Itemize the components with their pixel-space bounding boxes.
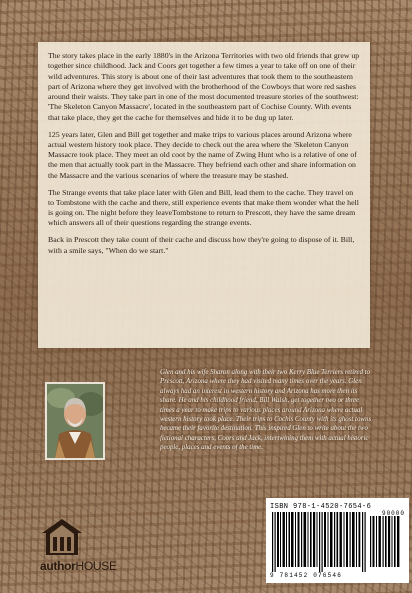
author-bio: Glen and his wife Sharon along with their two Kerry Blue Terriers retired to Prescott, Arizona where they had visited many times over the years. Glen always had an interest in western history and Arizona has more then its share. He and his childhood friend, Bill Walsh, get together two or three times a year to make trips to various places around Arizona where actual western history took place. Their trips to Cochis County with its ghost towns became their favorite destination. This inspired Glen to write about the two fictional characters, Coors and Jack, intertwining them with actual historic people, places and events of the time.	[160, 369, 372, 452]
publisher-name	[40, 559, 117, 573]
isbn-barcode	[266, 498, 409, 583]
synopsis-paragraph-4: Back in Prescott they take count of their cache and discuss how they're going to dispose of it. Bill, with a smile says, "When do we start."	[48, 235, 355, 255]
publisher-house-icon	[40, 517, 84, 557]
author-photo	[45, 382, 105, 460]
price-code: 90000	[381, 510, 405, 517]
publisher-logo	[40, 517, 117, 575]
synopsis-paragraph-2: 125 years later, Glen and Bill get together and make trips to various places around Arizona where actual western history took place. They decide to check out the area where the 'Skeleton Canyon Massacre took place. They meet an old coot by the name of Zwing Hunt who is a relative of one of the men that actually took part in the Massacre. They befriend each other and share information on the Massacre and the various scenarios of where the treasure may be stashed.	[48, 129, 357, 180]
author-portrait-image	[47, 384, 103, 458]
barcode-icon	[270, 512, 405, 572]
synopsis-paragraph-1: The story takes place in the early 1880's in the Arizona Territories with two old friends that grew up together since childhood. Jack and Coors get together a few times a year to take off on one of their wild adventures. This story is about one of their last adventures that took them to the southeastern part of Arizona where they get involved with the brotherhood of the Cowboys that wore red sashes around their waists. They take part in one of the most documented treasure stories of the southwest: 'The Skeleton Canyon Massacre', located in the southeastern part of Cochise County. With events that take place, they get the cache for themselves and hide it to be dug up later.	[48, 51, 360, 122]
publisher-name-thin: HOUSE	[75, 559, 117, 573]
barcode-digits: 9 781452 076546	[270, 572, 343, 579]
synopsis-panel	[38, 42, 370, 348]
isbn-label: ISBN 978-1-4520-7654-6	[270, 503, 372, 511]
synopsis-paragraph-3: The Strange events that take place later with Glen and Bill, lead them to the cache. They travel on to Tombstone with the cache and there, still experience events that make them wonder what the hell is going on. The night before they leaveTombstone to return to Prescott, they have the same dream which answers all of their questions regarding the strange events.	[48, 187, 359, 228]
publisher-name-bold: author	[40, 559, 76, 573]
